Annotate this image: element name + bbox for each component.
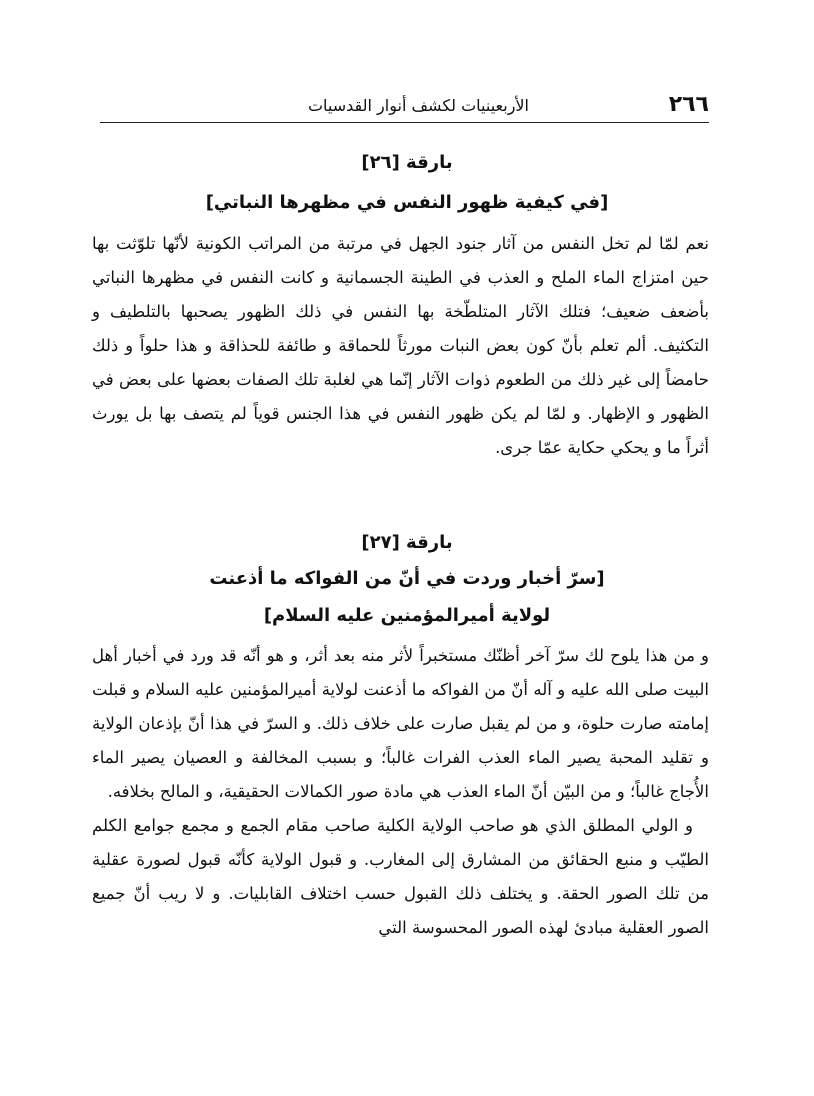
section-27-paragraph-2: و الولي المطلق الذي هو صاحب الولاية الكلية صاحب مقام الجمع و مجمع جوامع الكلم الطيّب و منبع الحقائق من المشارق إلى المغارب. و قبول الولاية كأنّه قبول لصورة عقلية من تلك الصور الحقة. و يختلف ذلك القبول حسب اختلاف القابليات. و لا ريب أنّ جميع الصور العقلية مبادئ لهذه الصور المحسوسة التي bbox=[92, 816, 709, 937]
page-header bbox=[100, 92, 709, 123]
section-26-title: بارقة [٢٦] bbox=[361, 152, 453, 173]
section-27-body bbox=[92, 639, 709, 945]
section-27-subtitle-line2: لولاية أميرالمؤمنين عليه السلام] bbox=[263, 605, 551, 626]
section-26-subtitle: [في كيفية ظهور النفس في مظهرها النباتي] bbox=[205, 192, 609, 213]
section-27-subtitle-line1: [سرّ أخبار وردت في أنّ من الفواكه ما أذعنت bbox=[209, 568, 605, 589]
section-26-body bbox=[92, 227, 709, 465]
page-number: ٢٦٦ bbox=[668, 92, 709, 117]
section-26-paragraph: نعم لمّا لم تخل النفس من آثار جنود الجهل في مرتبة من المراتب الكونية لأنّها تلوّثت بها حين امتزاج الماء الملح و العذب في الطينة الجسمانية و كانت النفس في مظهرها النباتي بأضعف ضعيف؛ فتلك الآثار المتلطّخة بها النفس في ذلك الظهور يصحبها بالتلطيف و التكثيف. ألم تعلم بأنّ كون بعض النبات مورثاً للحماقة و طائفة للحذاقة و هذا حلواً و ذلك حامضاً إلى غير ذلك من الطعوم ذوات الآثار إنّما هي لغلبة تلك الصفات بعضها على بعض في الظهور و الإظهار. و لمّا لم يكن ظهور النفس في هذا الجنس قوياً لم يتصف بها بل يورث أثراً ما و يحكي حكاية عمّا جرى. bbox=[92, 234, 709, 457]
section-27-title: بارقة [٢٧] bbox=[361, 532, 453, 553]
section-27-paragraph-1: و من هذا يلوح لك سرّ آخر أظنّك مستخبراً لأثر منه بعد أثر، و هو أنّه قد ورد في أخبار أهل البيت صلى الله عليه و آله أنّ من الفواكه ما أذعنت لولاية أميرالمؤمنين عليه السلام و قبلت إمامته صارت حلوة، و من لم يقبل صارت على خلاف ذلك. و السرّ في هذا أنّ بإذعان الولاية و تقليد المحبة يصير الماء العذب الفرات غالباً؛ و بسبب المخالفة و العصيان يصير الماء الأُجاج غالباً؛ و من البيّن أنّ الماء العذب هي مادة صور الكمالات الحقيقية، و المالح بخلافه. bbox=[92, 646, 709, 801]
running-title: الأربعينيات لكشف أنوار القدسيات bbox=[307, 96, 529, 115]
